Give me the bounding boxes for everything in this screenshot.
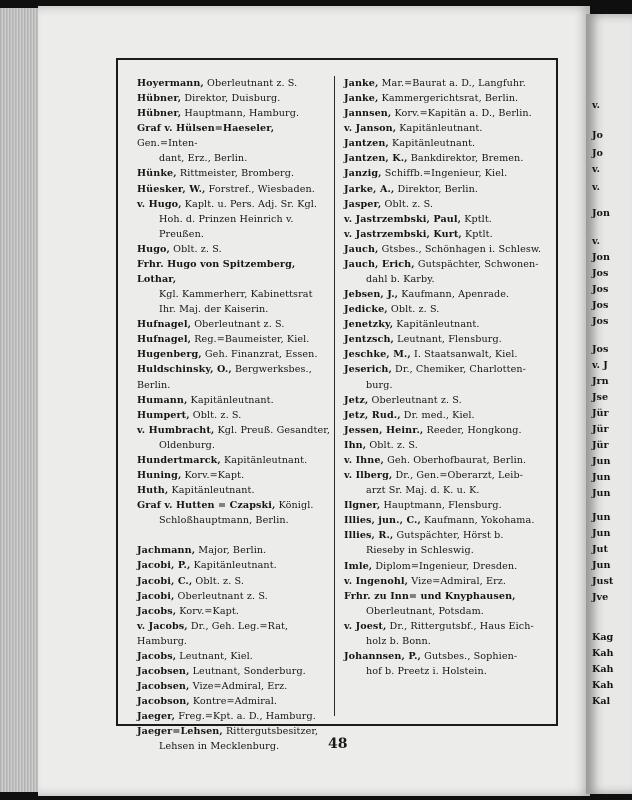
facing-page-fragment: Jun	[592, 472, 611, 483]
right-column	[344, 76, 554, 679]
directory-entry	[344, 453, 554, 468]
entry-name: Frhr. zu Inn= und Knyphausen,	[344, 590, 516, 602]
entry-detail: Gutspächter, Schwonen-	[414, 258, 539, 270]
directory-entry	[344, 559, 554, 574]
entry-detail: Kaplt. u. Pers. Adj. Sr. Kgl.	[181, 198, 318, 210]
facing-page-fragment: Jrn	[592, 376, 609, 387]
entry-detail: Kapitänleutnant.	[220, 454, 308, 466]
directory-entry	[344, 136, 554, 151]
entry-detail: Oberleutnant, Potsdam.	[366, 605, 484, 617]
entry-detail: Kgl. Preuß. Gesandter,	[214, 424, 331, 436]
entry-detail: Direktor, Berlin.	[394, 183, 479, 195]
facing-page-fragment: Jun	[592, 512, 611, 523]
left-page-edges	[0, 8, 40, 792]
facing-page-fragment: Jos	[592, 268, 609, 279]
entry-name: Hugo,	[137, 243, 170, 255]
directory-entry	[137, 513, 331, 528]
entry-name: Jacobs,	[137, 650, 177, 662]
entry-name: Jasper,	[344, 198, 382, 210]
entry-detail: Bankdirektor, Bremen.	[407, 153, 524, 165]
directory-entry	[137, 679, 331, 694]
entry-name: Jantzen,	[344, 138, 389, 150]
entry-detail: Oblt. z. S.	[189, 409, 242, 421]
entry-name: Huth,	[137, 485, 169, 497]
entry-detail: Vize=Admiral, Erz.	[408, 575, 507, 587]
entry-detail: Kgl. Kammerherr, Kabinettsrat	[159, 289, 313, 301]
entry-name: Jedicke,	[344, 304, 388, 316]
directory-entry	[137, 574, 331, 589]
entry-name: Jannsen,	[344, 108, 392, 120]
entry-detail: Dr. med., Kiel.	[400, 409, 475, 421]
entry-detail: Kapitänleutnant.	[388, 138, 476, 150]
facing-page-fragment: v. J	[592, 360, 608, 371]
entry-name: Jetz,	[344, 394, 369, 406]
directory-entry	[344, 106, 554, 121]
directory-entry	[344, 76, 554, 91]
entry-name: v. Ilberg,	[344, 470, 393, 482]
entry-detail: Kammergerichtsrat, Berlin.	[378, 93, 519, 105]
entry-name: Hundertmarck,	[137, 454, 221, 466]
directory-entry	[137, 498, 331, 513]
directory-entry	[344, 317, 554, 332]
entry-name: Jauch,	[344, 243, 379, 255]
directory-entry	[137, 589, 331, 604]
entry-detail: hof b. Preetz i. Holstein.	[366, 666, 487, 678]
directory-entry	[344, 543, 554, 558]
directory-entry	[137, 483, 331, 498]
entry-detail: Korv.=Kapt.	[181, 470, 245, 482]
entry-detail: Korv.=Kapt.	[176, 605, 239, 617]
column-divider	[334, 76, 335, 716]
entry-detail: Korv.=Kapitän a. D., Berlin.	[391, 108, 532, 120]
entry-detail: Gen.=Inten-	[137, 138, 198, 150]
entry-name: v. Jacobs,	[137, 620, 188, 632]
entry-detail: Kontre=Admiral.	[189, 696, 278, 708]
directory-entry	[344, 634, 554, 649]
entry-detail: Gutspächter, Hörst b.	[393, 530, 504, 542]
directory-entry	[344, 362, 554, 377]
entry-detail: Oberleutnant z. S.	[203, 78, 298, 89]
directory-entry	[137, 76, 331, 91]
page-number: 48	[328, 736, 348, 752]
directory-entry	[344, 182, 554, 197]
directory-entry	[137, 182, 331, 197]
directory-entry	[137, 408, 331, 423]
entry-name: Jeschke, M.,	[344, 349, 411, 361]
entry-detail: Kapitänleutnant.	[393, 319, 480, 331]
directory-entry	[344, 91, 554, 106]
entry-detail: Oblt. z. S.	[192, 575, 244, 587]
directory-entry	[344, 242, 554, 257]
directory-entry	[137, 604, 331, 619]
entry-detail: Rittergutsbesitzer,	[222, 726, 319, 738]
entry-detail: Vize=Admiral, Erz.	[189, 681, 288, 693]
entry-name: v. Jastrzembski, Kurt,	[344, 228, 462, 240]
entry-detail: Dr., Geh. Leg.=Rat, Hamburg.	[137, 620, 289, 647]
facing-page-fragment: Just	[592, 576, 614, 587]
entry-detail: Dr., Gen.=Oberarzt, Leib-	[392, 470, 524, 482]
entry-detail: Rieseby in Schleswig.	[366, 545, 474, 557]
facing-page-fragment: Kah	[592, 664, 614, 675]
entry-detail: Kapitänleutnant.	[396, 123, 483, 135]
directory-entry	[137, 724, 331, 739]
entry-name: Hübner,	[137, 93, 182, 105]
entry-name: Jacobsen,	[137, 665, 190, 677]
entry-detail: Kapitänleutnant.	[187, 394, 274, 406]
directory-entry	[344, 227, 554, 242]
entry-detail: Bergwerksbes., Berlin.	[137, 364, 312, 391]
directory-entry	[137, 242, 331, 257]
entry-detail: Gtsbes., Schönhagen i. Schlesw.	[378, 243, 542, 255]
entry-name: Jacobson,	[137, 696, 190, 708]
entry-detail: Leutnant, Sonderburg.	[189, 665, 306, 677]
entry-detail: Königl.	[275, 500, 314, 512]
directory-entry	[137, 709, 331, 724]
entry-detail: Direktor, Duisburg.	[181, 93, 281, 105]
entry-detail: Oldenburg.	[159, 439, 216, 451]
directory-entry	[137, 332, 331, 347]
entry-name: Jeserich,	[344, 364, 392, 376]
entry-detail: Kapitänleutnant.	[190, 560, 277, 572]
directory-entry	[137, 362, 331, 392]
entry-name: Huning,	[137, 470, 182, 482]
facing-page-fragment: Jun	[592, 528, 611, 539]
facing-page-fragment: Kal	[592, 696, 611, 707]
directory-entry	[137, 393, 331, 408]
entry-name: Jacobi, C.,	[137, 575, 193, 587]
entry-detail: Geh. Oberhofbaurat, Berlin.	[383, 454, 527, 466]
facing-page-fragment: v.	[592, 182, 600, 193]
facing-page-fragment: v.	[592, 100, 600, 111]
entry-name: Imle,	[344, 560, 373, 572]
entry-name: Graf v. Hülsen=Haeseler,	[137, 123, 275, 135]
entry-detail: Schloßhauptmann, Berlin.	[159, 515, 289, 527]
entry-name: Jantzen, K.,	[344, 153, 408, 165]
directory-entry	[137, 212, 331, 242]
facing-page-fragment: v.	[592, 164, 600, 175]
entry-detail: Oblt. z. S.	[170, 243, 222, 255]
directory-entry	[137, 543, 331, 558]
entry-name: Illies, jun., C.,	[344, 515, 421, 527]
directory-entry	[137, 694, 331, 709]
directory-entry	[344, 378, 554, 393]
directory-entry	[344, 649, 554, 664]
entry-detail: Kaufmann, Apenrade.	[398, 289, 510, 301]
directory-entry	[137, 166, 331, 181]
entry-name: Hoyermann,	[137, 78, 204, 89]
directory-entry	[137, 558, 331, 573]
left-column	[137, 76, 331, 754]
entry-name: Hugenberg,	[137, 349, 202, 361]
entry-detail: Kptlt.	[461, 228, 493, 240]
entry-name: Graf v. Hutten = Czapski,	[137, 500, 276, 512]
directory-entry	[344, 197, 554, 212]
directory-entry	[137, 302, 331, 317]
facing-page-fragment: Jür	[592, 424, 609, 435]
directory-entry	[344, 257, 554, 272]
entry-name: Jentzsch,	[344, 334, 394, 346]
entry-name: Jessen, Heinr.,	[344, 424, 424, 436]
entry-name: Johannsen, P.,	[344, 650, 421, 662]
entry-detail: Kptlt.	[461, 213, 492, 225]
entry-detail: Hauptmann, Flensburg.	[380, 500, 502, 512]
entry-detail: Geh. Finanzrat, Essen.	[201, 349, 318, 361]
directory-entry	[137, 438, 331, 453]
directory-entry	[344, 574, 554, 589]
directory-entry	[344, 347, 554, 362]
entry-name: Jacobi,	[137, 590, 175, 602]
entry-detail: Mar.=Baurat a. D., Langfuhr.	[378, 78, 526, 89]
entry-name: v. Joest,	[344, 620, 387, 632]
entry-detail: Oblt. z. S.	[387, 304, 440, 316]
facing-page-fragment: Jos	[592, 300, 609, 311]
directory-entry	[137, 619, 331, 649]
entry-detail: dahl b. Karby.	[366, 274, 435, 286]
entry-detail: Leutnant, Flensburg.	[393, 334, 502, 346]
entry-name: v. Ihne,	[344, 454, 384, 466]
entry-detail: Kaufmann, Yokohama.	[420, 515, 535, 527]
directory-entry	[137, 649, 331, 664]
directory-entry	[137, 91, 331, 106]
directory-entry	[137, 287, 331, 302]
entry-name: Jebsen, J.,	[344, 289, 399, 301]
entry-name: Humpert,	[137, 409, 190, 421]
directory-entry	[344, 664, 554, 679]
directory-entry	[344, 498, 554, 513]
facing-page-fragment: Kah	[592, 648, 614, 659]
directory-entry	[137, 257, 331, 287]
facing-page-fragment: Kag	[592, 632, 614, 643]
entry-detail: holz b. Bonn.	[366, 635, 431, 647]
entry-name: Jacobsen,	[137, 681, 190, 693]
directory-entry	[344, 166, 554, 181]
entry-name: Jachmann,	[137, 545, 196, 557]
entry-name: Illies, R.,	[344, 530, 394, 542]
entry-detail: Dr., Chemiker, Charlotten-	[391, 364, 526, 376]
directory-entry	[344, 272, 554, 287]
directory-entry	[137, 664, 331, 679]
directory-entry	[344, 423, 554, 438]
entry-name: v. Humbracht,	[137, 424, 215, 436]
directory-entry	[344, 528, 554, 543]
entry-name: Hünke,	[137, 168, 177, 180]
entry-detail: Oberleutnant z. S.	[191, 319, 285, 331]
entry-name: Jauch, Erich,	[344, 258, 415, 270]
entry-name: Huldschinsky, O.,	[137, 364, 232, 376]
entry-name: Jenetzky,	[344, 319, 394, 331]
directory-entry	[344, 438, 554, 453]
entry-name: Jaeger,	[137, 711, 176, 723]
directory-entry	[344, 212, 554, 227]
entry-detail: Ihr. Maj. der Kaiserin.	[159, 304, 269, 316]
facing-page-fragment: Kah	[592, 680, 614, 691]
entry-name: Hübner,	[137, 108, 182, 120]
facing-page-fragment: Jos	[592, 316, 609, 327]
entry-name: Ilgner,	[344, 500, 381, 512]
directory-entry	[344, 151, 554, 166]
entry-name: Frhr. Hugo von Spitzemberg, Lothar,	[137, 258, 296, 286]
directory-entry	[344, 287, 554, 302]
directory-entry	[344, 393, 554, 408]
directory-entry	[344, 121, 554, 136]
entry-detail: Rittmeister, Bromberg.	[176, 168, 295, 180]
directory-entry	[137, 739, 331, 754]
entry-name: Jacobs,	[137, 605, 177, 617]
entry-name: Hufnagel,	[137, 334, 192, 346]
entry-detail: arzt Sr. Maj. d. K. u. K.	[366, 485, 480, 497]
facing-page-fragment: Jür	[592, 408, 609, 419]
entry-name: v. Hugo,	[137, 198, 182, 210]
directory-entry	[344, 619, 554, 634]
facing-page-fragment: Jun	[592, 488, 611, 499]
entry-detail: Leutnant, Kiel.	[176, 650, 253, 662]
entry-detail: Forstref., Wiesbaden.	[205, 183, 315, 195]
facing-page-fragment: Jut	[592, 544, 608, 555]
facing-page-fragment: Jo	[592, 148, 603, 159]
directory-entry	[344, 513, 554, 528]
directory-entry	[344, 302, 554, 317]
entry-detail: Gutsbes., Sophien-	[420, 650, 518, 662]
entry-name: v. Ingenohl,	[344, 575, 409, 587]
entry-detail: Lehsen in Mecklenburg.	[159, 741, 280, 753]
directory-entry	[137, 106, 331, 121]
directory-entry	[344, 468, 554, 483]
entry-detail: Freg.=Kpt. a. D., Hamburg.	[175, 711, 316, 723]
entry-detail: burg.	[366, 379, 393, 391]
directory-entry	[344, 483, 554, 498]
entry-detail: dant, Erz., Berlin.	[159, 153, 248, 165]
entry-name: Jacobi, P.,	[137, 560, 191, 572]
entry-detail: Kapitänleutnant.	[168, 485, 255, 497]
facing-page-fragment: Jun	[592, 456, 611, 467]
facing-page-fragment: Jos	[592, 344, 609, 355]
directory-entry	[137, 151, 331, 166]
entry-name: Janzig,	[344, 168, 382, 180]
entry-name: Jarke, A.,	[344, 183, 395, 195]
facing-page-fragment: Jve	[592, 592, 609, 603]
facing-page-fragment: Jon	[592, 208, 610, 219]
entry-detail: Hoh. d. Prinzen Heinrich v. Preußen.	[159, 213, 294, 240]
entry-name: Jetz, Rud.,	[344, 409, 401, 421]
entry-name: Hufnagel,	[137, 319, 192, 331]
entry-detail: Major, Berlin.	[195, 545, 267, 557]
directory-entry	[344, 604, 554, 619]
entry-name: Hüesker, W.,	[137, 183, 206, 195]
entry-detail: Reeder, Hongkong.	[423, 424, 522, 436]
entry-name: v. Jastrzembski, Paul,	[344, 213, 462, 225]
entry-detail: Hauptmann, Hamburg.	[181, 108, 300, 120]
facing-page-fragment: Jun	[592, 560, 611, 571]
entry-name: Ihn,	[344, 439, 367, 451]
facing-page-fragment: Jse	[592, 392, 609, 403]
entry-detail: Oblt. z. S.	[381, 198, 434, 210]
facing-page-fragment: Jos	[592, 284, 609, 295]
entry-name: Jaeger=Lehsen,	[137, 726, 223, 738]
directory-entry	[344, 408, 554, 423]
entry-detail: Oberleutnant z. S.	[174, 590, 268, 602]
facing-page-fragment: v.	[592, 236, 600, 247]
entry-name: Janke,	[344, 78, 379, 89]
directory-entry	[137, 121, 331, 151]
entry-detail: Dr., Rittergutsbf., Haus Eich-	[386, 620, 534, 632]
directory-entry	[137, 197, 331, 212]
directory-entry	[137, 347, 331, 362]
facing-page-fragment: Jo	[592, 130, 603, 141]
entry-name: Janke,	[344, 93, 379, 105]
facing-page-fragment: Jür	[592, 440, 609, 451]
entry-detail: Diplom=Ingenieur, Dresden.	[372, 560, 518, 572]
directory-entry	[137, 453, 331, 468]
entry-detail: I. Staatsanwalt, Kiel.	[410, 349, 518, 361]
facing-page-fragment: Jon	[592, 252, 610, 263]
entry-name: v. Janson,	[344, 123, 397, 135]
directory-entry	[344, 332, 554, 347]
entry-detail: Schiffb.=Ingenieur, Kiel.	[381, 168, 508, 180]
directory-entry	[137, 423, 331, 438]
entry-detail: Oblt. z. S.	[366, 439, 418, 451]
directory-entry	[344, 589, 554, 604]
entry-name: Humann,	[137, 394, 188, 406]
entry-detail: Reg.=Baumeister, Kiel.	[191, 334, 310, 346]
directory-entry	[137, 468, 331, 483]
directory-entry	[137, 317, 331, 332]
entry-detail: Oberleutnant z. S.	[368, 394, 462, 406]
